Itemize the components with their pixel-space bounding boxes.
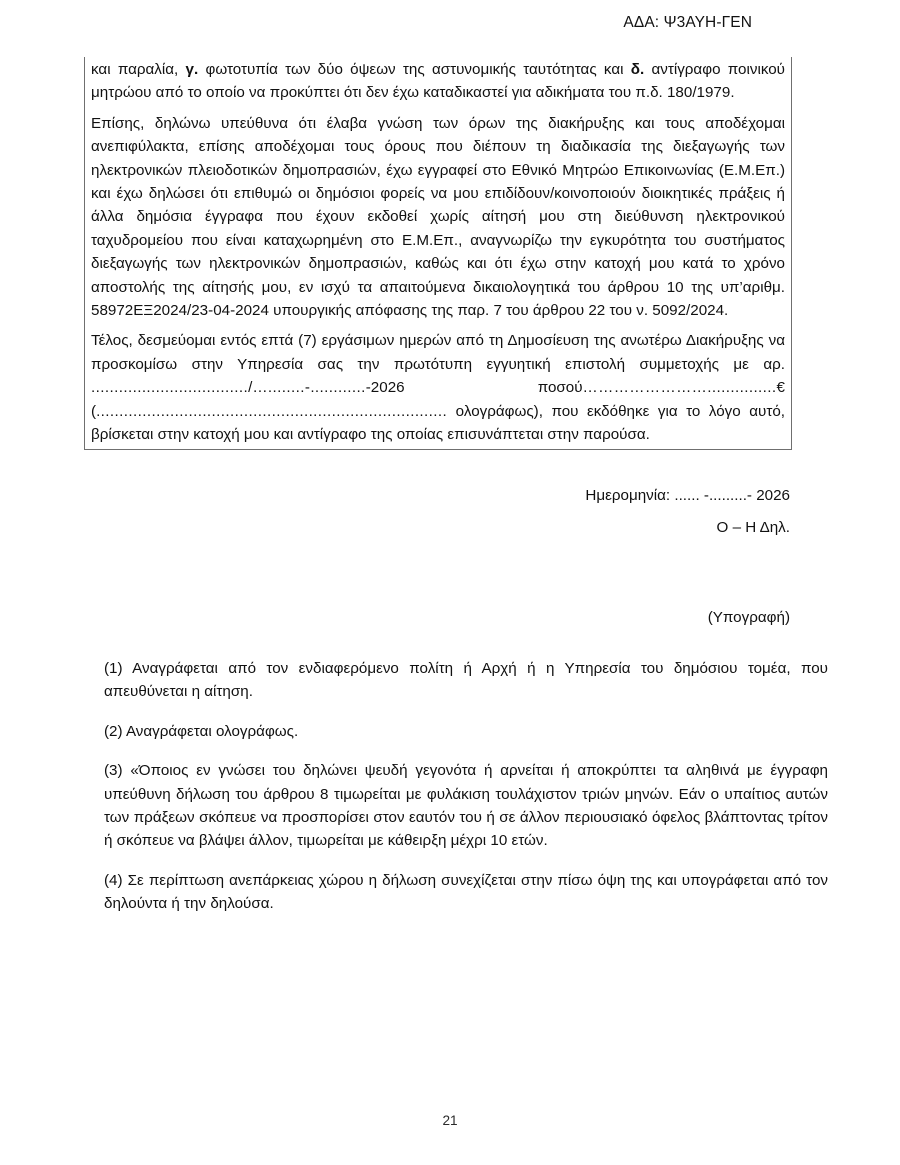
paren-open: (	[91, 402, 97, 420]
paragraph-1-tail: αντίγραφο ποινικού μητρώου από το οποίο να προκύπτει ότι δεν έχω καταδικαστεί για αδικήματα του π.δ. 180/1979.	[91, 61, 785, 102]
page-number: 21	[442, 1113, 458, 1128]
item-marker-delta: δ.	[630, 61, 645, 78]
declaration-text-box	[84, 57, 792, 450]
signature-placeholder-label: (Υπογραφή)	[707, 609, 790, 626]
signer-label: Ο – Η Δηλ.	[716, 519, 790, 536]
declaration-paragraph-2: Επίσης, δηλώνω υπεύθυνα ότι έλαβα γνώση των όρων της διακήρυξης και τους αποδέχομαι ανεπιφύλακτα, επίσης αποδέχομαι τους όρους που διέπουν τη διαδικασία της διεξαγωγής των ηλεκτρονικών πλειοδοτικών δημοπρασιών, έχω εγγραφεί στο Εθνικό Μητρώο Επικοινωνίας (Ε.Μ.Επ.) και έχω δηλώσει ότι επιθυμώ οι δημόσιοι φορείς να μου επιδίδουν/κοινοποιούν διοικητικές πράξεις ή άλλα δημόσια έγγραφα που έχουν εκδοθεί χωρίς αίτησή μου στη διεύθυνση ηλεκτρονικού ταχυδρομείου που είναι καταχωρημένη στο Ε.Μ.Επ., αναγνωρίζω την εγκυρότητα του συστήματος διεξαγωγής των ηλεκτρονικών δημοπρασιών, καθώς και ότι έχω στην κατοχή μου κατά το χρόνο αποστολής της αίτησής μου, εν ισχύ τα απαιτούμενα δικαιολογητικά του άρθρου 10 της υπ’αριθμ. 58972ΕΞ2024/23-04-2024 υπουργικής απόφασης της παρ. 7 του άρθρου 22 του ν. 5092/2024.	[91, 114, 785, 320]
item-marker-gamma: γ.	[185, 61, 199, 78]
ada-header: ΑΔΑ: Ψ3ΑΥΗ-ΓΕΝ	[623, 14, 752, 31]
declaration-paragraph-1	[91, 58, 785, 105]
guarantee-number-blank-1: ..................................	[91, 379, 249, 397]
declaration-paragraph-3	[91, 329, 785, 446]
guarantee-amount-blank: ……………………...............	[582, 379, 777, 397]
date-line: Ημερομηνία: ...... -.........- 2026	[585, 487, 790, 504]
footnote-3: (3) «Όποιος εν γνώσει του δηλώνει ψευδή γεγονότα ή αρνείται ή αποκρύπτει τα αληθινά με έγγραφη υπεύθυνη δήλωση του άρθρου 8 τιμωρείται με φυλάκιση τουλάχιστον τριών μηνών. Εάν ο υπαίτιος αυτών των πράξεων σκόπευε να προσπορίσει στον εαυτόν του ή σε άλλον περιουσιακό όφελος βλάπτοντας τρίτον ή σκόπευε να βλάψει άλλον, τιμωρείται με κάθειρξη μέχρι 10 ετών.	[104, 762, 828, 850]
euro-symbol: €	[776, 379, 785, 397]
footnote-1: (1) Αναγράφεται από τον ενδιαφερόμενο πολίτη ή Αρχή ή η Υπηρεσία του δημόσιου τομέα, που απευθύνεται η αίτηση.	[104, 660, 828, 701]
guarantee-separator-1: /	[248, 379, 253, 397]
guarantee-words-blank: ............................................................................	[96, 402, 448, 420]
footnotes-section	[104, 657, 828, 916]
paragraph-1-mid: φωτοτυπία των δύο όψεων της αστυνομικής ταυτότητας και	[198, 61, 631, 78]
guarantee-amount-label: ποσού	[404, 379, 583, 397]
footnote-2: (2) Αναγράφεται ολογράφως.	[104, 722, 299, 740]
guarantee-year-suffix: -2026	[365, 379, 405, 397]
guarantee-number-blank-2: …........-............	[252, 379, 366, 397]
paragraph-3-tail: ολογράφως), που εκδόθηκε για το λόγο αυτό, βρίσκεται στην κατοχή μου και αντίγραφο της οποίας επισυνάπτεται στην παρούσα.	[91, 402, 785, 444]
paragraph-1-intro: και παραλία,	[91, 61, 186, 78]
footnote-4: (4) Σε περίπτωση ανεπάρκειας χώρου η δήλωση συνεχίζεται στην πίσω όψη της και υπογράφεται από τον δηλούντα ή την δηλούσα.	[104, 871, 828, 913]
paragraph-3-intro: Τέλος, δεσμεύομαι εντός επτά (7) εργάσιμων ημερών από τη Δημοσίευση της ανωτέρω Διακήρυξης να προσκομίσω στην Υπηρεσία σας την πρωτότυπη εγγυητική επιστολή συμμετοχής με αρ.	[91, 332, 785, 373]
